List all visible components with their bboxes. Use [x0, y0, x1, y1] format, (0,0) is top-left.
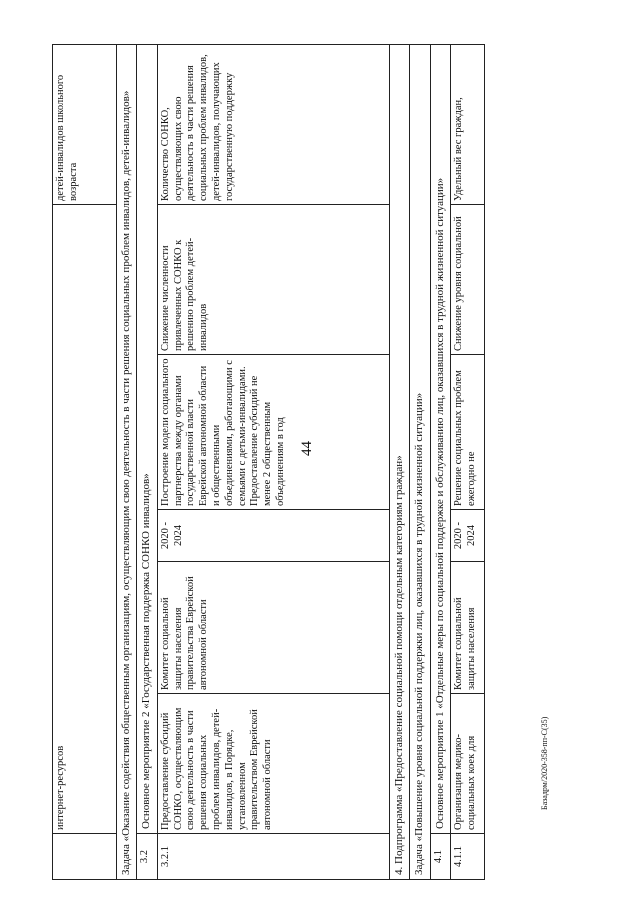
task-heading: Задача «Повышение уровня социальной поддержки лиц, оказавшихся в трудной жизненной ситуации»	[410, 45, 430, 880]
cell-num: 4.1.1	[451, 834, 485, 880]
cell-indicator: Удельный вес граждан,	[451, 45, 485, 205]
table-row	[53, 45, 117, 880]
cell-indicator: детей-инвалидов школьного возраста	[53, 45, 117, 205]
cell-period: 2020 - 2024	[157, 510, 389, 562]
task-row	[410, 45, 430, 880]
table-row	[157, 45, 389, 880]
cell-executor: Комитет социальной защиты населения	[451, 562, 485, 694]
cell-consequence: Снижение численности привлеченных СОНКО к решению проблем детей-инвалидов	[157, 205, 389, 355]
cell-num: 3.2.1	[157, 834, 389, 880]
cell-executor: Комитет социальной защиты населения правительства Еврейской автономной области	[157, 562, 389, 694]
task-heading: Задача «Оказание содействия общественным организациям, осуществляющим свою деятельность в части решения социальных проблем инвалидов, детей-инвалидов»	[117, 45, 137, 880]
cell-name: Организация медико-социальных коек для	[451, 694, 485, 834]
cell-indicator: Количество СОНКО, осуществляющих свою деятельность в части решения социальных проблем инвалидов, детей-инвалидов, получающих государственную поддержку	[157, 45, 389, 205]
rotated-table-wrapper	[52, 45, 485, 880]
cell-result: Решение социальных проблем ежегодно не	[451, 355, 485, 510]
cell-period: 2020 - 2024	[451, 510, 485, 562]
cell-num	[53, 834, 117, 880]
page-number: 44	[299, 441, 315, 456]
measure-row	[137, 45, 157, 880]
table-row	[451, 45, 485, 880]
cell-name: Предоставление субсидий СОНКО, осуществляющим свою деятельность в части решения социальных проблем инвалидов, детей-инвалидов, в Порядке, установленном правительством Еврейской автономной области	[157, 694, 389, 834]
subprogram-heading: 4. Подпрограмма «Предоставление социальной помощи отдельным категориям граждан»	[389, 45, 409, 880]
measure-title: Основное мероприятие 1 «Отдельные меры по социальной поддержке и обслуживанию лиц, оказавшихся в трудной жизненной ситуации»	[430, 45, 450, 834]
cell-result: Построение модели социального партнерства между органами государственной власти Еврейской автономной области и общественными объединениями, работающими с семьями с детьми-инвалидами. Предоставление субсидий не менее 2 общественным объединениям в год	[157, 355, 389, 510]
subprogram-row	[389, 45, 409, 880]
measure-number: 3.2	[137, 834, 157, 880]
cell-consequence: Снижение уровня социальной	[451, 205, 485, 355]
document-code: Базадрм/2020-358-пп-С(35)	[540, 716, 549, 810]
measures-table	[52, 44, 485, 880]
task-row	[117, 45, 137, 880]
measure-number: 4.1	[430, 834, 450, 880]
measure-title: Основное мероприятие 2 «Государственная поддержка СОНКО инвалидов»	[137, 45, 157, 834]
cell-name: интернет-ресурсов	[53, 205, 117, 834]
measure-row	[430, 45, 450, 880]
